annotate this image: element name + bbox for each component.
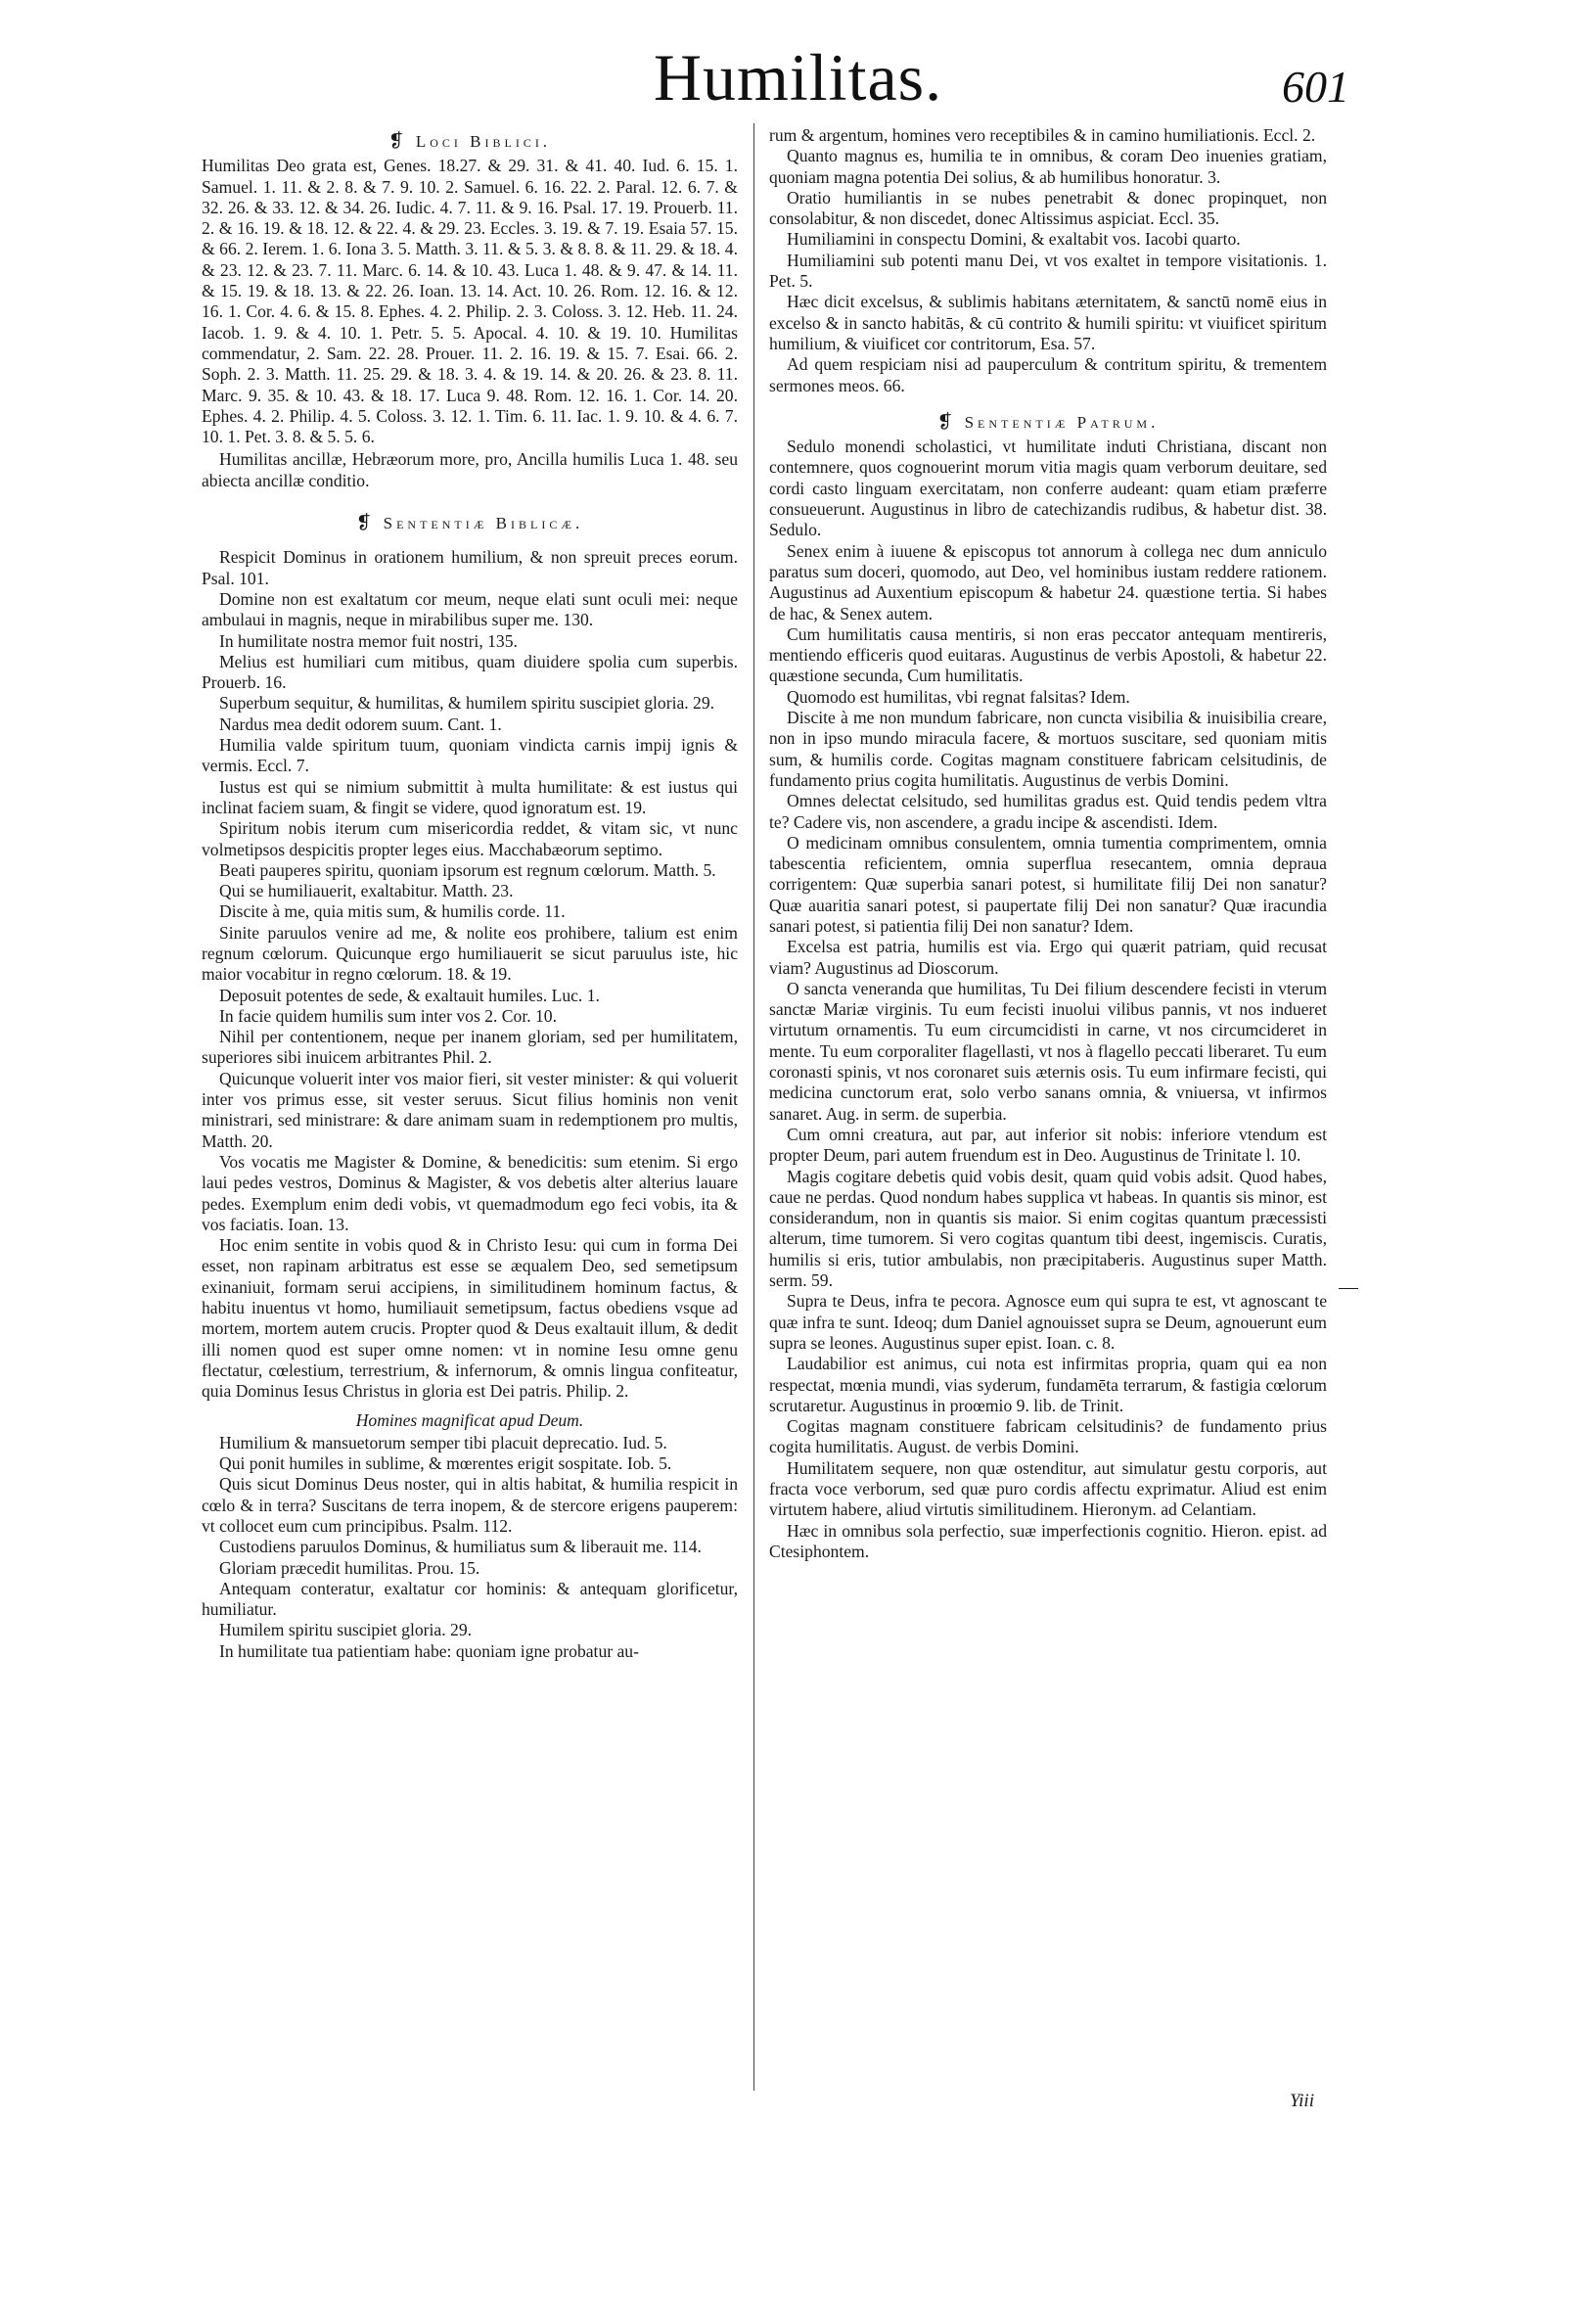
right-column [769,125,1327,1562]
patrum-paragraph: Laudabilior est animus, cui nota est infirmitas propria, quam qui ea non respectat, mœnia mundi, vias syderum, fundamēta terrarum, & fastigia cœlorum scrutaretur. Augustinus in proœmio 9. lib. de Trinit. [769,1354,1327,1415]
homines-paragraph: Antequam conteratur, exaltatur cor hominis: & antequam glorificetur, humiliatur. [202,1578,738,1620]
patrum-paragraph: Senex enim à iuuene & episcopus tot annorum à collega nec dum anniculo paratus sum doceri, quomodo, aut Deo, vel hominibus iustam reddere rationem. Augustinus ad Auxentium episcopum & habetur 24. quæstione tertia. Si habes de hac, & Senex autem. [769,540,1327,623]
biblical-paragraph: Hæc dicit excelsus, & sublimis habitans æternitatem, & sanctū nomē eius in excelso & in sancto habitās, & cū contrito & humili spiritu: vt viuificet spiritum humilium, & viuificet cor contritorum, Esa. 57. [769,292,1327,353]
sententia-paragraph: In humilitate nostra memor fuit nostri, 135. [219,630,518,651]
patrum-paragraph: Cum humilitatis causa mentiris, si non eras peccator antequam mentireris, mentiendo efficeris quod euitaras. Augustinus de verbis Apostoli, & habetur 22. quæstione secunda, Cum humilitatis. [769,623,1327,686]
sententia-paragraph: Sinite paruulos venire ad me, & nolite eos prohibere, talium est enim regnum cœlorum. Quicunque ergo humiliauerit se sicut paruulus iste, hic maior vocabitur in regno cœlorum. 18. & 19. [202,922,738,985]
homines-paragraph: Gloriam præcedit humilitas. Prou. 15. [219,1557,480,1578]
homines-paragraph: Custodiens paruulos Dominus, & humiliatus sum & liberauit me. 114. [219,1537,702,1557]
sententia-paragraph: Vos vocatis me Magister & Domine, & benedicitis: sum etenim. Si ergo laui pedes vestros, Dominus & Magister, & vos debetis alter alterius lauare pedes. Exemplum enim dedi vobis, vt quemadmodum ego feci vobis, ita & vos faciatis. Ioan. 13. [202,1151,738,1234]
pilcrow-icon: ❡ [388,131,404,152]
patrum-paragraph: O medicinam omnibus consulentem, omnia tumentia comprimentem, omnia tabescentia reficientem, omnia superflua resecantem, omnia depraua corrigentem: Quæ superbia sanari potest, si humilitate filij Dei non sanatur? Quæ auaritia sanari potest, si paupertate filij Dei non sanatur? Quæ iracundia sanari potest, si patientia filij Dei non sanatur? Idem. [769,832,1327,936]
patrum-paragraph: Cogitas magnam constituere fabricam celsitudinis? de fundamento prius cogita humilitatis. August. de verbis Domini. [769,1416,1327,1457]
biblical-paragraph: Quanto magnus es, humilia te in omnibus, & coram Deo inuenies gratiam, quoniam magna potentia Dei solius, & ab humilibus honoratur. 3. [769,146,1327,187]
homines-paragraph: Quis sicut Dominus Deus noster, qui in altis habitat, & humilia respicit in cœlo & in terra? Suscitans de terra inopem, & de stercore erigens pauperem: vt collocet eum cum principibus. Psalm. 112. [202,1474,738,1536]
patrum-paragraph: Supra te Deus, infra te pecora. Agnosce eum qui supra te est, vt agnoscant te quæ infra te sunt. Ideoq; dum Daniel agnouisset supra se Deum, agnouerunt eum supra se leones. Augustinus super epist. Ioan. c. 8. [769,1291,1327,1353]
biblical-paragraph: Ad quem respiciam nisi ad pauperculum & contritum spiritu, & trementem sermones meos. 66. [769,354,1327,395]
sententia-paragraph: Nardus mea dedit odorem suum. Cant. 1. [219,714,502,734]
sententia-paragraph: Superbum sequitur, & humilitas, & humilem spiritu suscipiet gloria. 29. [219,693,715,714]
sententia-paragraph: Iustus est qui se nimium submittit à multa humilitate: & est iustus qui inclinat faciem suam, & fingit se videre, quod ignoratum est. 19. [202,776,738,817]
margin-mark-icon: — [1339,1276,1358,1298]
sententia-paragraph: Nihil per contentionem, neque per inanem gloriam, sed per humilitatem, superiores sibi inuicem arbitrantes Phil. 2. [202,1027,738,1068]
sententia-paragraph: Melius est humiliari cum mitibus, quam diuidere spolia cum superbis. Prouerb. 16. [202,651,738,693]
left-column [202,125,738,1662]
page-number: 601 [1282,62,1349,112]
biblical-paragraph: Humiliamini sub potenti manu Dei, vt vos exaltet in tempore visitationis. 1. Pet. 5. [769,250,1327,292]
pilcrow-icon: ❡ [936,411,953,433]
homines-paragraph: Humilium & mansuetorum semper tibi placuit deprecatio. Iud. 5. [219,1432,667,1452]
pilcrow-icon: ❡ [355,513,372,534]
sententia-paragraph: Respicit Dominus in orationem humilium, & non spreuit preces eorum. Psal. 101. [202,547,738,588]
patrum-paragraph: Excelsa est patria, humilis est via. Ergo qui quærit patriam, quid recusat viam? Augustinus ad Dioscorum. [769,937,1327,978]
patrum-paragraph: Omnes delectat celsitudo, sed humilitas gradus est. Quid tendis pedem vltra te? Cadere vis, non ascendere, a gradu incipe & ascendisti. Idem. [769,791,1327,832]
sententia-paragraph: In facie quidem humilis sum inter vos 2. Cor. 10. [219,1005,557,1026]
sententia-paragraph: Qui se humiliauerit, exaltabitur. Matth. 23. [219,881,514,901]
biblical-paragraph: Humiliamini in conspectu Domini, & exaltabit vos. Iacobi quarto. [787,229,1241,250]
sententia-paragraph: Discite à me, quia mitis sum, & humilis corde. 11. [219,901,566,922]
patrum-paragraph: Hæc in omnibus sola perfectio, suæ imperfectionis cognitio. Hieron. epist. ad Ctesiphontem. [769,1520,1327,1561]
patrum-paragraph: Cum omni creatura, aut par, aut inferior sit nobis: inferiore vtendum est propter Deum, pari autem fruendum est in Deo. Augustinus de Trinitate l. 10. [769,1124,1327,1166]
section-heading-sententiae-biblicae: ❡ Sententiæ Biblicæ. [355,513,584,534]
patrum-paragraph: Quomodo est humilitas, vbi regnat falsitas? Idem. [787,686,1130,707]
sententia-paragraph: Quicunque voluerit inter vos maior fieri, sit vester minister: & qui voluerit inter vos primus esse, sit vester seruus. Sicut filius hominis non venit ministrari, sed ministrare: & dare animam suam in redemptionem pro multis, Matth. 20. [202,1068,738,1151]
patrum-paragraph: Humilitatem sequere, non quæ ostenditur, aut simulatur gestu corporis, aut fracta voce verborum, sed quæ puro cordis affectu exprimatur. Aliud est enim virtutem habere, aliud virtutis similitudinem. Hieronym. ad Celantiam. [769,1457,1327,1520]
patrum-paragraph: Discite à me non mundum fabricare, non cuncta visibilia & inuisibilia creare, non in ipso mundo miracula facere, & mortuos suscitare, sed quoniam mitis sum, & humilis corde. Cogitas magnam constituere fabricam celsitudinis, de fundamento prius cogita humilitatis. Augustinus de verbis Domini. [769,708,1327,790]
homines-paragraph: In humilitate tua patientiam habe: quoniam igne probatur au- [219,1640,639,1661]
sententia-paragraph: Hoc enim sentite in vobis quod & in Christo Iesu: qui cum in forma Dei esset, non rapinam arbitratus est esse se æqualem Deo, sed semetipsum exinaniuit, formam serui accipiens, in similitudinem hominum factus, & habitu inuentus vt homo, humiliauit semetipsum, factus obediens vsque ad mortem, mortem autem crucis. Propter quod & Deus exaltauit illum, & dedit illi nomen quod est super omne nomen: vt in nomine Iesu omne genu flectatur, cœlestium, terrestrium, & infernorum, & omnis lingua confiteatur, quia Dominus Iesus Christus in gloria est Dei patris. Philip. 2. [202,1235,738,1402]
loci-paragraph: Humilitas Deo grata est, Genes. 18.27. & 29. 31. & 41. 40. Iud. 6. 15. 1. Samuel. 1. 11. & 2. 8. & 7. 9. 10. 2. Samuel. 6. 16. 22. 2. Paral. 12. 6. 7. & 32. 26. & 33. 12. & 34. 26. Iudic. 4. 7. 11. & 9. 16. Psal. 17. 19. Prouerb. 11. 2. & 16. 19. & 18. 12. & 22. 4. & 29. 23. Eccles. 3. 19. & 7. 19. Esaia 57. 15. & 66. 2. Ierem. 1. 6. Iona 3. 5. Matth. 3. 11. & 5. 3. & 8. 8. & 11. 29. & 18. 4. & 23. 12. & 23. 7. 11. Marc. 6. 14. & 10. 43. Luca 1. 48. & 9. 47. & 14. 11. & 15. 19. & 18. 13. & 22. 26. Ioan. 13. 14. Act. 10. 26. Rom. 12. 16. & 12. 16. 1. Cor. 4. 6. & 15. 8. Ephes. 4. 2. Philip. 2. 3. Coloss. 3. 12. Heb. 11. 24. Iacob. 1. 9. & 4. 10. 1. Petr. 5. 5. Apocal. 4. 10. & 19. 10. Humilitas commendatur, 2. Sam. 22. 28. Prouer. 11. 2. 16. 19. & 15. 7. Esai. 66. 2. Soph. 2. 3. Matth. 11. 25. 29. & 18. 3. 4. & 19. 14. & 20. 26. & 23. 8. 11. Marc. 9. 35. & 10. 43. & 18. 17. Luca 9. 48. Rom. 12. 16. 1. Cor. 14. 20. Ephes. 4. 2. Philip. 4. 5. Coloss. 3. 12. 1. Tim. 6. 11. Iac. 1. 9. 10. & 4. 6. 7. 10. 1. Pet. 3. 8. & 5. 5. 6. [202,156,738,447]
loci-paragraph: Humilitas ancillæ, Hebræorum more, pro, Ancilla humilis Luca 1. 48. seu abiecta ancillæ conditio. [202,449,738,490]
catchword: Yiii [1290,2091,1314,2111]
sententia-paragraph: Humilia valde spiritum tuum, quoniam vindicta carnis impij ignis & vermis. Eccl. 7. [202,735,738,776]
section-heading-loci-biblici: ❡ Loci Biblici. [388,131,552,152]
running-title: Humilitas. [653,40,943,115]
section-heading-sententiae-patrum: ❡ Sententiæ Patrum. [936,411,1160,433]
patrum-paragraph: O sancta veneranda que humilitas, Tu Dei filium descendere fecisti in vterum sanctæ Mariæ virginis. Tu eum fecisti inuolui vilibus pannis, vt nos indueret virtutum ornamentis. Tu eum circumcidisti in carne, vt nos circumcideret in mente. Tu eum corporaliter flagellasti, vt nos à flagello peccati liberaret. Tu eum coronasti spinis, vt nos coronaret suis æternis osis. Tu eum infirmare fecisti, qui medicina cunctorum erat, solo verbo sanans omnia, & vniuersa, vt infirmos sanaret. Aug. in serm. de superbia. [769,978,1327,1124]
sententia-paragraph: Spiritum nobis iterum cum misericordia reddet, & vitam sic, vt nunc volmetipsos despicitis propter leges eius. Macchabæorum septimo. [202,818,738,859]
sententia-paragraph: Beati pauperes spiritu, quoniam ipsorum est regnum cœlorum. Matth. 5. [219,859,716,880]
patrum-paragraph: Magis cogitare debetis quid vobis desit, quam quid vobis adsit. Quod habes, caue ne perdas. Quod nondum habes supplica vt habeas. In quantis sis minor, est considerandum, non in quantis sis maior. Si enim cogitas quantum præcessisti alterum, time tumorem. Si vero cogitas quantum tibi deest, ingemiscis. Curatis, humilis si eris, tutior ambulabis, non præcipitaberis. Augustinus super Matth. serm. 59. [769,1166,1327,1291]
subheading-homines-magnificat: Homines magnificat apud Deum. [355,1409,584,1430]
continuation-paragraph: rum & argentum, homines vero receptibiles & in camino humiliationis. Eccl. 2. [769,125,1316,145]
homines-paragraph: Qui ponit humiles in sublime, & mœrentes erigit sospitate. Iob. 5. [219,1453,672,1474]
biblical-paragraph: Oratio humiliantis in se nubes penetrabit & donec propinquet, non consolabitur, & non discedet, donec Altissimus aspiciat. Eccl. 35. [769,187,1327,229]
sententia-paragraph: Deposuit potentes de sede, & exaltauit humiles. Luc. 1. [219,985,600,1005]
homines-paragraph: Humilem spiritu suscipiet gloria. 29. [219,1620,473,1640]
sententia-paragraph: Domine non est exaltatum cor meum, neque elati sunt oculi mei: neque ambulaui in magnis, neque in mirabilibus super me. 130. [202,588,738,630]
patrum-paragraph: Sedulo monendi scholastici, vt humilitate induti Christiana, discant non contemnere, quos cognouerint morum vitia magis quam verborum deuitare, sed cordi casto linguam exercitatam, non conferre audeant: quam etiam præferre consueuerunt. Augustinus in libro de catechizandis rudibus, & habetur dist. 38. Sedulo. [769,437,1327,540]
column-divider [753,123,754,2091]
